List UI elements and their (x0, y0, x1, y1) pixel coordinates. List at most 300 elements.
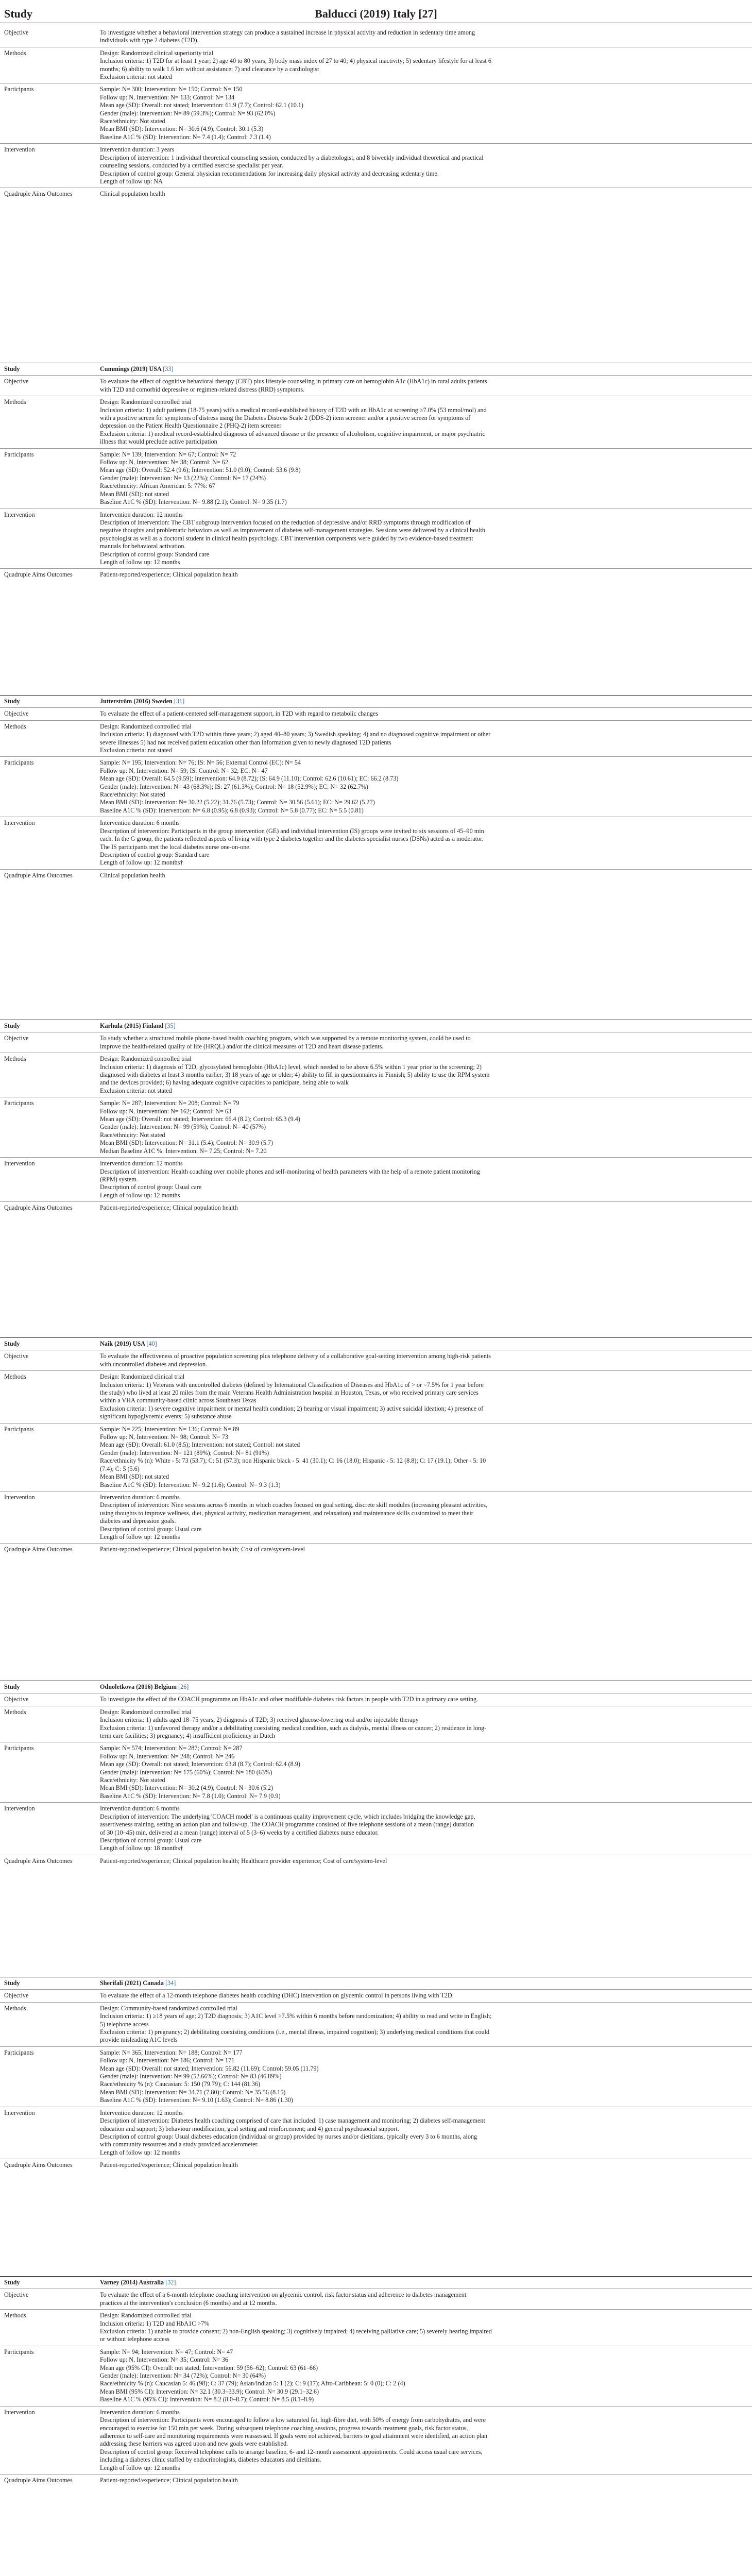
field-line: Intervention duration: 12 months (100, 511, 183, 518)
field-line: Length of follow up: 12 months (100, 558, 180, 566)
field-line: Length of follow up: NA (100, 177, 163, 185)
study-year-country: (2016) Belgium (134, 1683, 179, 1690)
field-line: encouraged to exercise for 150 min per week. During subsequent telephone coaching sessions, progress towards treatment goals, risk factor status, (100, 2424, 468, 2432)
field-line: Gender (male): Intervention: N= 43 (68.3%); IS: 27 (61.3%); Control: N= 18 (52.9%); EC: N= 32 (62.7%) (100, 783, 368, 790)
field-line: Race/ethnicity: Not stated (100, 117, 165, 125)
field-line: Mean BMI (SD): Intervention: N= 31.1 (5.4); Control: N= 30.9 (5.7) (100, 1139, 273, 1147)
field-line: Patient-reported/experience; Clinical population health (100, 2476, 238, 2484)
field-line: Race/ethnicity: Not stated (100, 1776, 165, 1784)
table-title: Balducci (2019) Italy [27] (315, 7, 437, 20)
field-value (97, 817, 752, 869)
field-label: Objective (4, 1696, 29, 1703)
study-year-country: (2019) USA (113, 1340, 147, 1347)
field-line: Inclusion criteria: 1) Veterans with uncontrolled diabetes (defined by International Classification of Diseases and HbA1c of > or =7.5% for 1 year before (100, 1381, 484, 1388)
field-label: Quadruple Aims Outcomes (4, 1857, 73, 1865)
field-row-participants (0, 2346, 752, 2406)
field-line: of 30 (10–45) min, delivered at a mean (range) interval of 5 (3–6) weeks by a certified diabetes nurse educator. (100, 1828, 379, 1836)
field-label: Objective (4, 2291, 29, 2299)
study-heading-row (0, 696, 752, 707)
study-heading-label: Study (4, 1340, 20, 1347)
field-line: Description of intervention: Participants were encouraged to follow a low saturated fat, high-fibre diet, with 50% of energy from carbohydrates, and were (100, 2416, 486, 2424)
field-line: within a VHA community-based clinic across Southeast Texas (100, 1397, 257, 1404)
field-line: Race/ethnicity % (n): Caucasian: 5: 150 (79.79); C: 144 (81.36) (100, 2080, 261, 2088)
field-line: Intervention duration: 12 months (100, 2109, 183, 2116)
field-line: Follow up: N, Intervention: N= 133; Control: N= 134 (100, 93, 235, 101)
field-row-methods (0, 2309, 752, 2346)
field-line: Length of follow up: 12 months† (100, 859, 183, 867)
field-label: Intervention (4, 1160, 35, 1167)
field-line: Description of intervention: The CBT subgroup intervention focused on the reduction of depressive and/or RRD symptoms through modification of (100, 518, 471, 526)
study-block (0, 1977, 752, 2172)
field-line: (RPM) system. (100, 1175, 138, 1183)
field-line: Mean BMI (SD): Intervention: N= 30.22 (5.22); 31.76 (5.73); Control: N= 30.56 (5.61); EC: N= 29.62 (5.27) (100, 799, 375, 806)
field-line: with a positive screen for symptoms of distress using the Diabetes Distress Scale 2 (DDS-2) item screener and/or a positive screen for symptoms of (100, 414, 471, 422)
field-row-quadruple-aims-outcomes (0, 1855, 752, 1867)
study-citation (97, 696, 752, 707)
field-line: Description of control group: Standard care (100, 550, 210, 558)
field-label: Participants (4, 86, 34, 93)
study-heading-row (0, 1020, 752, 1032)
field-row-quadruple-aims-outcomes (0, 1543, 752, 1555)
field-value (97, 2003, 752, 2046)
field-row-objective (0, 2289, 752, 2309)
field-row-objective (0, 375, 752, 396)
field-line: To evaluate the effect of cognitive behavioral therapy (CBT) plus lifestyle counseling in primary care on hemoglobin A1c (HbA1c) in rural adults patients (100, 378, 487, 385)
field-value (97, 1492, 752, 1543)
study-reference-link[interactable]: [32] (165, 2279, 176, 2286)
field-line: Length of follow up: 12 months (100, 2148, 180, 2156)
field-label: Methods (4, 1373, 26, 1381)
field-label: Intervention (4, 2408, 35, 2416)
field-value (97, 1693, 752, 1705)
field-value (97, 569, 752, 581)
field-line: Inclusion criteria: 1) ≥18 years of age; 2) T2D diagnosis; 3) A1C level >7.5% within 6 months before randomization; 4) ability to read and write in English; (100, 2012, 492, 2020)
field-row-objective (0, 1989, 752, 2002)
study-citation (97, 1681, 752, 1693)
field-value (97, 1803, 752, 1854)
study-author: Odnoletkova (100, 1683, 135, 1690)
field-line: Baseline A1C % (SD): Intervention: N= 7.4 (1.4); Control: 7.3 (1.4) (100, 133, 271, 141)
study-year-country: (2014) Australia (119, 2279, 166, 2286)
field-line: To evaluate the effect of a 12-month telephone diabetes health coaching (DHC) intervention on glycemic control in persons living with T2D. (100, 1992, 454, 1999)
field-line: or without telephone access (100, 2335, 170, 2343)
field-line: using thoughts to improve wellness, diet, physical activity, medication management, and relaxation) and maintenance skills customized to meet their (100, 1509, 473, 1517)
field-value (97, 509, 752, 569)
study-heading-label: Study (4, 1979, 20, 1987)
field-row-methods (0, 1706, 752, 1742)
field-row-objective (0, 1032, 752, 1053)
field-line: Description of intervention: Nine sessions across 6 months in which coaches focused on goal setting, discrete skill modules (increasing pleasant activities, (100, 1501, 488, 1509)
field-line: Sample: N= 94; Intervention: N= 47; Control: N= 47 (100, 2348, 233, 2355)
field-label: Participants (4, 759, 34, 767)
field-value (97, 1053, 752, 1097)
field-line: Follow up: N, Intervention: N= 162; Control: N= 63 (100, 1107, 232, 1115)
field-line: Inclusion criteria: 1) adult patients (18-75 years) with a medical record-established history of T2D with an HbA1c at screening ≥7.0% (53 mmol/mol) and (100, 406, 487, 414)
field-line: Description of control group: General physician recommendations for increasing daily physical activity and decreasing sedentary time. (100, 170, 439, 177)
field-line: Description of intervention: Health coaching over mobile phones and self-monitoring of health parameters with the help of a remote patient monitoring (100, 1167, 480, 1175)
field-line: Mean age (SD): Overall: not stated; Intervention: 61.9 (7.7); Control: 62.1 (10.1) (100, 101, 303, 109)
study-heading-label: Study (4, 365, 20, 372)
field-line: Description of intervention: 1 individual theoretical counseling session, conducted by a diabetologist, and 8 biweekly individual theoretical and practical (100, 154, 484, 161)
field-row-intervention (0, 2406, 752, 2474)
field-line: Exclusion criteria: 1) severe cognitive impairment or mental health condition; 2) hearing or visual impairment; 3) active suicidal ideation; 4) presence of (100, 1404, 484, 1412)
field-line: addressing these barriers was agreed upon and new goals were established. (100, 2440, 288, 2448)
study-author: Naik (100, 1340, 113, 1347)
study-year-country: (2019) USA (129, 365, 163, 372)
field-line: Sample: N= 287; Intervention: N= 208; Control: N= 79 (100, 1099, 240, 1107)
field-line: Sample: N= 365; Intervention: N= 188; Control: N= 177 (100, 2048, 243, 2056)
field-line: illness that would preclude active participation (100, 438, 217, 446)
field-line: adherence to self-care and monitoring requirements were reassessed. If goals were not achieved, barriers to goal attainment were identified, an action plan (100, 2432, 487, 2439)
study-block (0, 27, 752, 200)
field-line: Patient-reported/experience; Clinical population health (100, 1204, 238, 1212)
field-line: Design: Randomized controlled trial (100, 1055, 192, 1063)
field-line: 5) telephone access (100, 2020, 149, 2028)
field-line: Race/ethnicity % (n): Caucasian 5: 46 (98); C: 37 (79); Asian/Indian 5: 1 (2); C: 9 (17); Afro-Caribbean: 5: 0 (0); C: 2 (4) (100, 2380, 405, 2387)
field-line: Description of control group: Usual care (100, 1836, 202, 1844)
field-row-objective (0, 707, 752, 720)
field-line: Inclusion criteria: 1) diagnosed with T2D within three years; 2) aged 40–80 years; 3) Swedish speaking; 4) and no diagnosed cognitive impairment or other (100, 731, 491, 738)
field-value (97, 1855, 752, 1867)
field-label: Participants (4, 1744, 34, 1752)
field-label: Participants (4, 450, 34, 458)
study-column-label: Study (4, 7, 33, 20)
study-author: Jutterström (100, 698, 132, 705)
field-line: with uncontrolled diabetes and depression. (100, 1360, 208, 1368)
field-line: Design: Randomized controlled trial (100, 1708, 192, 1716)
field-value (97, 2346, 752, 2406)
field-value (97, 449, 752, 509)
field-line: with T2D and comorbid depressive or regimen-related distress (RRD) symptoms. (100, 385, 305, 393)
field-line: Intervention duration: 3 years (100, 146, 175, 154)
table-header (0, 7, 752, 21)
field-value (97, 1706, 752, 1742)
field-value (97, 1350, 752, 1370)
field-line: provide misleading A1C levels (100, 2036, 178, 2044)
field-line: Race/ethnicity: African American: 5: 77%: 67 (100, 482, 215, 490)
field-line: Inclusion criteria: 1) T2D for at least 1 year; 2) age 40 to 80 years; 3) body mass index of 27 to 40; 4) physical inactivity; 5) sedentary lifestyle for at least 6 (100, 57, 491, 65)
study-block (0, 1020, 752, 1214)
field-value (97, 2159, 752, 2171)
field-line: Mean age (95% CI): Overall: not stated; Intervention: 59 (56–62); Control: 63 (61–66) (100, 2364, 318, 2371)
field-line: Gender (male): Intervention: N= 175 (60%); Control: N= 180 (63%) (100, 1768, 272, 1776)
field-line: Design: Randomized controlled trial (100, 398, 192, 406)
field-line: Gender (male): Intervention: N= 34 (72%); Control: N= 30 (64%) (100, 2372, 266, 2380)
studies-table (0, 27, 752, 2576)
field-line: Inclusion criteria: 1) diagnosis of T2D, glycosylated hemoglobin (HbA1c) level, which needed to be above 6.5% within 1 year prior to the screening; 2) (100, 1063, 482, 1071)
field-line: Sample: N= 139; Intervention: N= 67; Control: N= 72 (100, 450, 236, 458)
field-line: To evaluate the effect of a patient-centered self-management support, in T2D with regard to metabolic changes (100, 710, 379, 718)
field-line: Exclusion criteria: 1) unable to provide consent; 2) non-English speaking; 3) cognitively impaired; 4) receiving palliative care; 5) severely hearing impaired (100, 2328, 492, 2335)
field-line: individuals with type 2 diabetes (T2D). (100, 37, 199, 44)
study-author: Karhula (100, 1022, 123, 1029)
field-row-objective (0, 1693, 752, 1705)
field-line: Inclusion criteria: 1) T2D and HbA1C >7% (100, 2319, 210, 2327)
field-value (97, 144, 752, 188)
field-row-participants (0, 83, 752, 143)
field-line: term care facilities; 3) pregnancy; 4) insufficient proficiency in Dutch (100, 1732, 275, 1740)
field-line: education and support; 3) behaviour modification, goal setting and reinforcement; and 4) general psychosocial support. (100, 2125, 399, 2132)
field-line: Exclusion criteria: 1) unfavored therapy and/or a debilitating coexisting medical condition, such as dialysis, mental illness or cancer; 2) residence in long- (100, 1724, 487, 1732)
study-heading-row (0, 1977, 752, 1989)
field-line: The IS participants met the local diabetes nurse one-on-one. (100, 843, 251, 851)
field-label: Intervention (4, 2109, 35, 2116)
field-line: Mean age (SD): Overall: 64.5 (9.59); Intervention: 64.9 (8.72); IS: 64.9 (11.10); Control: 62.6 (10.61); EC: 66.2 (8.73) (100, 775, 399, 783)
field-line: Mean BMI (SD): not stated (100, 1473, 169, 1481)
field-label: Quadruple Aims Outcomes (4, 871, 73, 879)
field-label: Intervention (4, 1493, 35, 1501)
field-value (97, 2289, 752, 2309)
study-year-country: (2016) Sweden (132, 698, 174, 705)
field-label: Quadruple Aims Outcomes (4, 1546, 73, 1553)
field-line: Mean BMI (SD): Intervention: N= 30.2 (4.9); Control: N= 30.6 (5.2) (100, 1784, 273, 1792)
field-line: Median Baseline A1C %: Intervention: N= 7.25; Control: N= 7.20 (100, 1147, 267, 1155)
field-line: Follow up: N, Intervention: N= 59; IS: Control: N= 32; EC: N= 47 (100, 767, 268, 774)
field-label: Objective (4, 1035, 29, 1042)
study-block (0, 363, 752, 581)
study-citation (97, 1977, 752, 1989)
field-label: Methods (4, 2004, 26, 2012)
field-line: Follow up: N, Intervention: N= 98; Control: N= 73 (100, 1433, 229, 1441)
study-reference-link[interactable]: [26] (178, 1683, 189, 1690)
study-reference-link[interactable]: [40] (146, 1340, 157, 1347)
field-line: Description of control group: Standard care (100, 851, 210, 858)
field-line: Length of follow up: 18 months† (100, 1844, 183, 1852)
field-value (97, 1158, 752, 1201)
field-line: Baseline A1C % (SD): Intervention: N= 7.8 (1.0); Control: N= 7.9 (0.9) (100, 1792, 281, 1800)
study-heading-label: Study (4, 698, 20, 705)
field-line: and the devices provided; 6) having adequate cognitive capacities to participate, being able to walk (100, 1079, 349, 1087)
field-label: Objective (4, 1352, 29, 1360)
field-row-participants (0, 756, 752, 817)
field-line: Patient-reported/experience; Clinical population health (100, 2161, 238, 2169)
study-block (0, 2276, 752, 2486)
field-line: Gender (male): Intervention: N= 121 (89%); Control: N= 81 (91%) (100, 1449, 269, 1456)
field-line: Mean age (SD): Overall: 52.4 (9.6); Intervention: 51.0 (9.0); Control: 53.6 (9.8) (100, 466, 301, 474)
study-heading-row (0, 1338, 752, 1350)
field-value (97, 376, 752, 396)
field-line: manuals for behavioral activation. (100, 543, 186, 550)
field-line: Description of control group: Usual care (100, 1525, 202, 1533)
field-value (97, 2475, 752, 2486)
field-line: including a diabetes clinic staffed by endocrinologists, diabetes educators and dietitians. (100, 2456, 321, 2464)
field-line: Gender (male): Intervention: N= 99 (52.66%); Control: N= 83 (46.89%) (100, 2073, 282, 2080)
field-line: Sample: N= 300; Intervention: N= 150; Control: N= 150 (100, 86, 243, 93)
field-value (97, 396, 752, 448)
field-row-intervention (0, 509, 752, 569)
field-value (97, 2406, 752, 2474)
field-line: Follow up: N, Intervention: N= 38; Control: N= 62 (100, 459, 229, 466)
field-value (97, 708, 752, 720)
field-row-participants (0, 448, 752, 509)
field-value (97, 1032, 752, 1053)
field-line: Description of intervention: The underlying 'COACH model' is a continuous quality improvement cycle, which includes bridging the knowledge gap, (100, 1812, 475, 1820)
field-line: Description of control group: Received telephone calls to arrange baseline, 6- and 12-month assessment appointments. Could access usual care services, (100, 2448, 483, 2455)
field-value (97, 1544, 752, 1555)
field-line: Follow up: N, Intervention: N= 35; Control: N= 36 (100, 2356, 229, 2364)
study-citation (97, 2277, 752, 2289)
field-label: Objective (4, 710, 29, 718)
field-row-methods (0, 47, 752, 83)
field-label: Quadruple Aims Outcomes (4, 2476, 73, 2484)
study-citation (97, 1020, 752, 1032)
field-row-participants (0, 1097, 752, 1157)
study-block (0, 1681, 752, 1867)
field-line: Patient-reported/experience; Clinical population health; Cost of care/system-level (100, 1546, 305, 1553)
field-line: Clinical population health (100, 871, 165, 879)
field-line: Length of follow up: 12 months (100, 1191, 180, 1199)
field-line: Length of follow up: 12 months (100, 1533, 180, 1540)
field-line: Race/ethnicity % (n): White - 5: 73 (53.7); C: 51 (57.3); non Hispanic black - 5: 41 (30.1); C: 16 (18.0); Hispanic - 5: 12 (8.8); C: 17 (19.1); Other - 5: 10 (100, 1457, 486, 1465)
study-block (0, 1337, 752, 1556)
field-label: Intervention (4, 146, 35, 154)
field-line: To study whether a structured mobile phone-based health coaching program, which was supported by a remote monitoring system, could be used to (100, 1035, 471, 1042)
field-label: Methods (4, 2312, 26, 2319)
field-line: Follow up: N, Intervention: N= 248; Control: N= 246 (100, 1752, 235, 1760)
field-line: Baseline A1C % (SD): Intervention: N= 6.8 (0.95); 6.8 (0.93); Control: N= 5.8 (0.77); EC: N= 5.5 (0.81) (100, 806, 364, 814)
field-line: To evaluate the effect of a 6-month telephone coaching intervention on glycemic control, risk factor status and adherence to diabetes management (100, 2291, 467, 2299)
field-line: Patient-reported/experience; Clinical population health; Healthcare provider experience; Cost of care/system-level (100, 1857, 387, 1865)
field-label: Intervention (4, 511, 35, 518)
study-citation (97, 363, 752, 375)
study-reference-link[interactable]: [31] (174, 698, 185, 705)
field-line: Design: Randomized clinical trial (100, 1373, 185, 1381)
field-label: Intervention (4, 819, 35, 827)
field-value (97, 2047, 752, 2107)
field-row-quadruple-aims-outcomes (0, 1201, 752, 1214)
field-value (97, 27, 752, 47)
field-line: Follow up: N, Intervention: N= 186; Control: N= 171 (100, 2057, 235, 2064)
field-line: Sample: N= 195; Intervention: N= 76; IS: N= 56; External Control (EC): N= 54 (100, 759, 301, 767)
study-citation (97, 1338, 752, 1350)
study-reference-link[interactable]: [34] (165, 1979, 176, 1987)
field-line: Sample: N= 225; Intervention: N= 136; Control: N= 89 (100, 1425, 240, 1433)
study-author: Cummings (100, 365, 129, 372)
field-row-objective (0, 1350, 752, 1370)
field-value (97, 2107, 752, 2159)
field-row-intervention (0, 143, 752, 188)
field-line: To investigate whether a behavioral intervention strategy can produce a sustained increase in physical activity and reduction in sedentary time among (100, 29, 475, 36)
field-line: Baseline A1C % (SD): Intervention: N= 9.88 (2.1); Control: N= 9.35 (1.7) (100, 498, 287, 506)
field-row-intervention (0, 2107, 752, 2159)
field-row-methods (0, 2002, 752, 2046)
field-line: Description of intervention: Diabetes health coaching comprised of care that included: 1) case management and monitoring; 2) diabetes self-management (100, 2117, 485, 2125)
field-line: depression on the Patient Health Questionnaire 2 (PHQ-2) item screener (100, 422, 282, 430)
study-block (0, 695, 752, 882)
field-line: To investigate the effect of the COACH programme on HbA1c and other modifiable diabetes risk factors in people with T2D in a primary care setting. (100, 1696, 478, 1703)
field-row-participants (0, 1423, 752, 1491)
field-value (97, 83, 752, 143)
field-line: Mean BMI (SD): Intervention: N= 30.6 (4.9); Control: 30.1 (5.3) (100, 125, 264, 133)
field-label: Methods (4, 722, 26, 730)
field-line: Intervention duration: 12 months (100, 1160, 183, 1167)
field-line: Baseline A1C % (95% CI): Intervention: N= 8.2 (8.0–8.7); Control: N= 8.5 (8.1–8.9) (100, 2396, 314, 2403)
field-label: Methods (4, 49, 26, 57)
field-label: Methods (4, 1055, 26, 1063)
field-line: counseling sessions, conducted by a certified exercise specialist per year. (100, 162, 283, 170)
field-value (97, 1990, 752, 2002)
field-label: Objective (4, 378, 29, 385)
field-label: Quadruple Aims Outcomes (4, 2161, 73, 2169)
field-line: improve the health-related quality of life (HRQL) and/or the clinical measures of T2D and heart disease patients. (100, 1042, 384, 1050)
field-label: Participants (4, 1425, 34, 1433)
field-row-quadruple-aims-outcomes (0, 2474, 752, 2486)
field-row-intervention (0, 1802, 752, 1854)
field-row-quadruple-aims-outcomes (0, 188, 752, 200)
field-row-quadruple-aims-outcomes (0, 568, 752, 581)
field-label: Objective (4, 29, 29, 36)
study-reference-link[interactable]: [35] (165, 1022, 176, 1029)
field-row-intervention (0, 817, 752, 869)
field-value (97, 757, 752, 817)
field-line: Gender (male): Intervention: N= 89 (59.3%); Control: N= 93 (62.0%) (100, 109, 276, 117)
field-line: Exclusion criteria: not stated (100, 73, 172, 81)
field-line: practices at the intervention's conclusion (6 months) and at 12 months. (100, 2299, 277, 2307)
field-value (97, 47, 752, 83)
field-value (97, 1371, 752, 1422)
field-line: Exclusion criteria: not stated (100, 1087, 172, 1094)
field-row-intervention (0, 1157, 752, 1201)
field-line: assertiveness training, setting an action plan and follow-up. The COACH programme consisted of five telephone sessions of a mean (range) duration (100, 1821, 474, 1828)
field-line: Inclusion criteria: 1) adults aged 18–75 years; 2) diagnosis of T2D; 3) received glucose-lowering oral and/or injectable therapy (100, 1716, 419, 1724)
field-row-methods (0, 1053, 752, 1097)
field-line: Description of control group: Usual diabetes education (individual or group) provided by nurses and/or dietitians, typically every 3 to 6 months, along (100, 2132, 477, 2140)
field-line: Design: Community-based randomized controlled trial (100, 2004, 237, 2012)
field-line: Sample: N= 574; Intervention: N= 287; Control: N= 287 (100, 1744, 243, 1752)
field-line: Design: Randomized controlled trial (100, 722, 192, 730)
field-line: (7.4); C: 5 (5.6) (100, 1465, 140, 1472)
field-line: Description of intervention: Participants in the group intervention (GE) and individual intervention (IS) groups were invited to six sessions of 45–90 min (100, 827, 484, 835)
field-line: Gender (male): Intervention: N= 99 (59%); Control: N= 40 (57%) (100, 1123, 266, 1131)
study-heading-label: Study (4, 2279, 20, 2286)
field-line: Intervention duration: 6 months (100, 2408, 180, 2416)
study-heading-label: Study (4, 1022, 20, 1029)
field-value (97, 1202, 752, 1214)
field-row-participants (0, 1742, 752, 1802)
study-reference-link[interactable]: [33] (163, 365, 174, 372)
field-line: Intervention duration: 6 months (100, 1493, 180, 1501)
field-value (97, 870, 752, 882)
field-label: Participants (4, 2048, 34, 2056)
field-line: diabetes and depression goals. (100, 1517, 176, 1525)
field-line: months; 6) ability to walk 1.6 km without assistance; 7) and clearance by a cardiologist (100, 65, 319, 73)
field-line: Gender (male): Intervention: N= 13 (22%); Control: N= 17 (24%) (100, 474, 266, 482)
study-year-country: (2015) Finland (123, 1022, 165, 1029)
field-label: Participants (4, 2348, 34, 2355)
field-line: each. In the G group, the patients reflected aspects of living with type 2 diabetes together and the diabetes specialist nurses (DSNs) acted as a moderator. (100, 835, 484, 843)
study-heading-row (0, 2277, 752, 2289)
field-value (97, 1423, 752, 1491)
field-label: Participants (4, 1099, 34, 1107)
field-value (97, 188, 752, 200)
field-label: Intervention (4, 1805, 35, 1812)
field-line: with community resources and a study provided accelerometer. (100, 2141, 259, 2148)
field-row-methods (0, 1370, 752, 1422)
field-line: Mean BMI (SD): Intervention: N= 34.71 (7.80); Control: N= 35.56 (8.15) (100, 2088, 286, 2096)
field-line: Patient-reported/experience; Clinical population health (100, 571, 238, 579)
study-heading-label: Study (4, 1683, 20, 1690)
field-line: Baseline A1C % (SD): Intervention: N= 9.2 (1.6); Control: N= 9.3 (1.3) (100, 1481, 281, 1488)
field-line: the study) who lived at least 20 miles from the main Veterans Health Administration hospital in Houston, Texas, or who received primary care services (100, 1389, 478, 1397)
field-line: Exclusion criteria: not stated (100, 747, 172, 754)
field-line: severe illnesses 5) had not received patient education other than information given to newly diagnosed T2D patients (100, 738, 391, 746)
field-line: psychologist as well as a doctoral student in clinical health psychology. CBT intervention components were guided by two evidence-based treatment (100, 534, 473, 542)
field-line: Design: Randomized clinical superiority trial (100, 49, 213, 57)
field-label: Quadruple Aims Outcomes (4, 190, 73, 198)
field-row-objective (0, 27, 752, 47)
field-line: Mean BMI (95% CI): Intervention: N= 32.1 (30.3–33.9); Control: N= 30.9 (29.1–32.6) (100, 2387, 319, 2395)
field-line: Race/ethnicity: Not stated (100, 791, 165, 799)
